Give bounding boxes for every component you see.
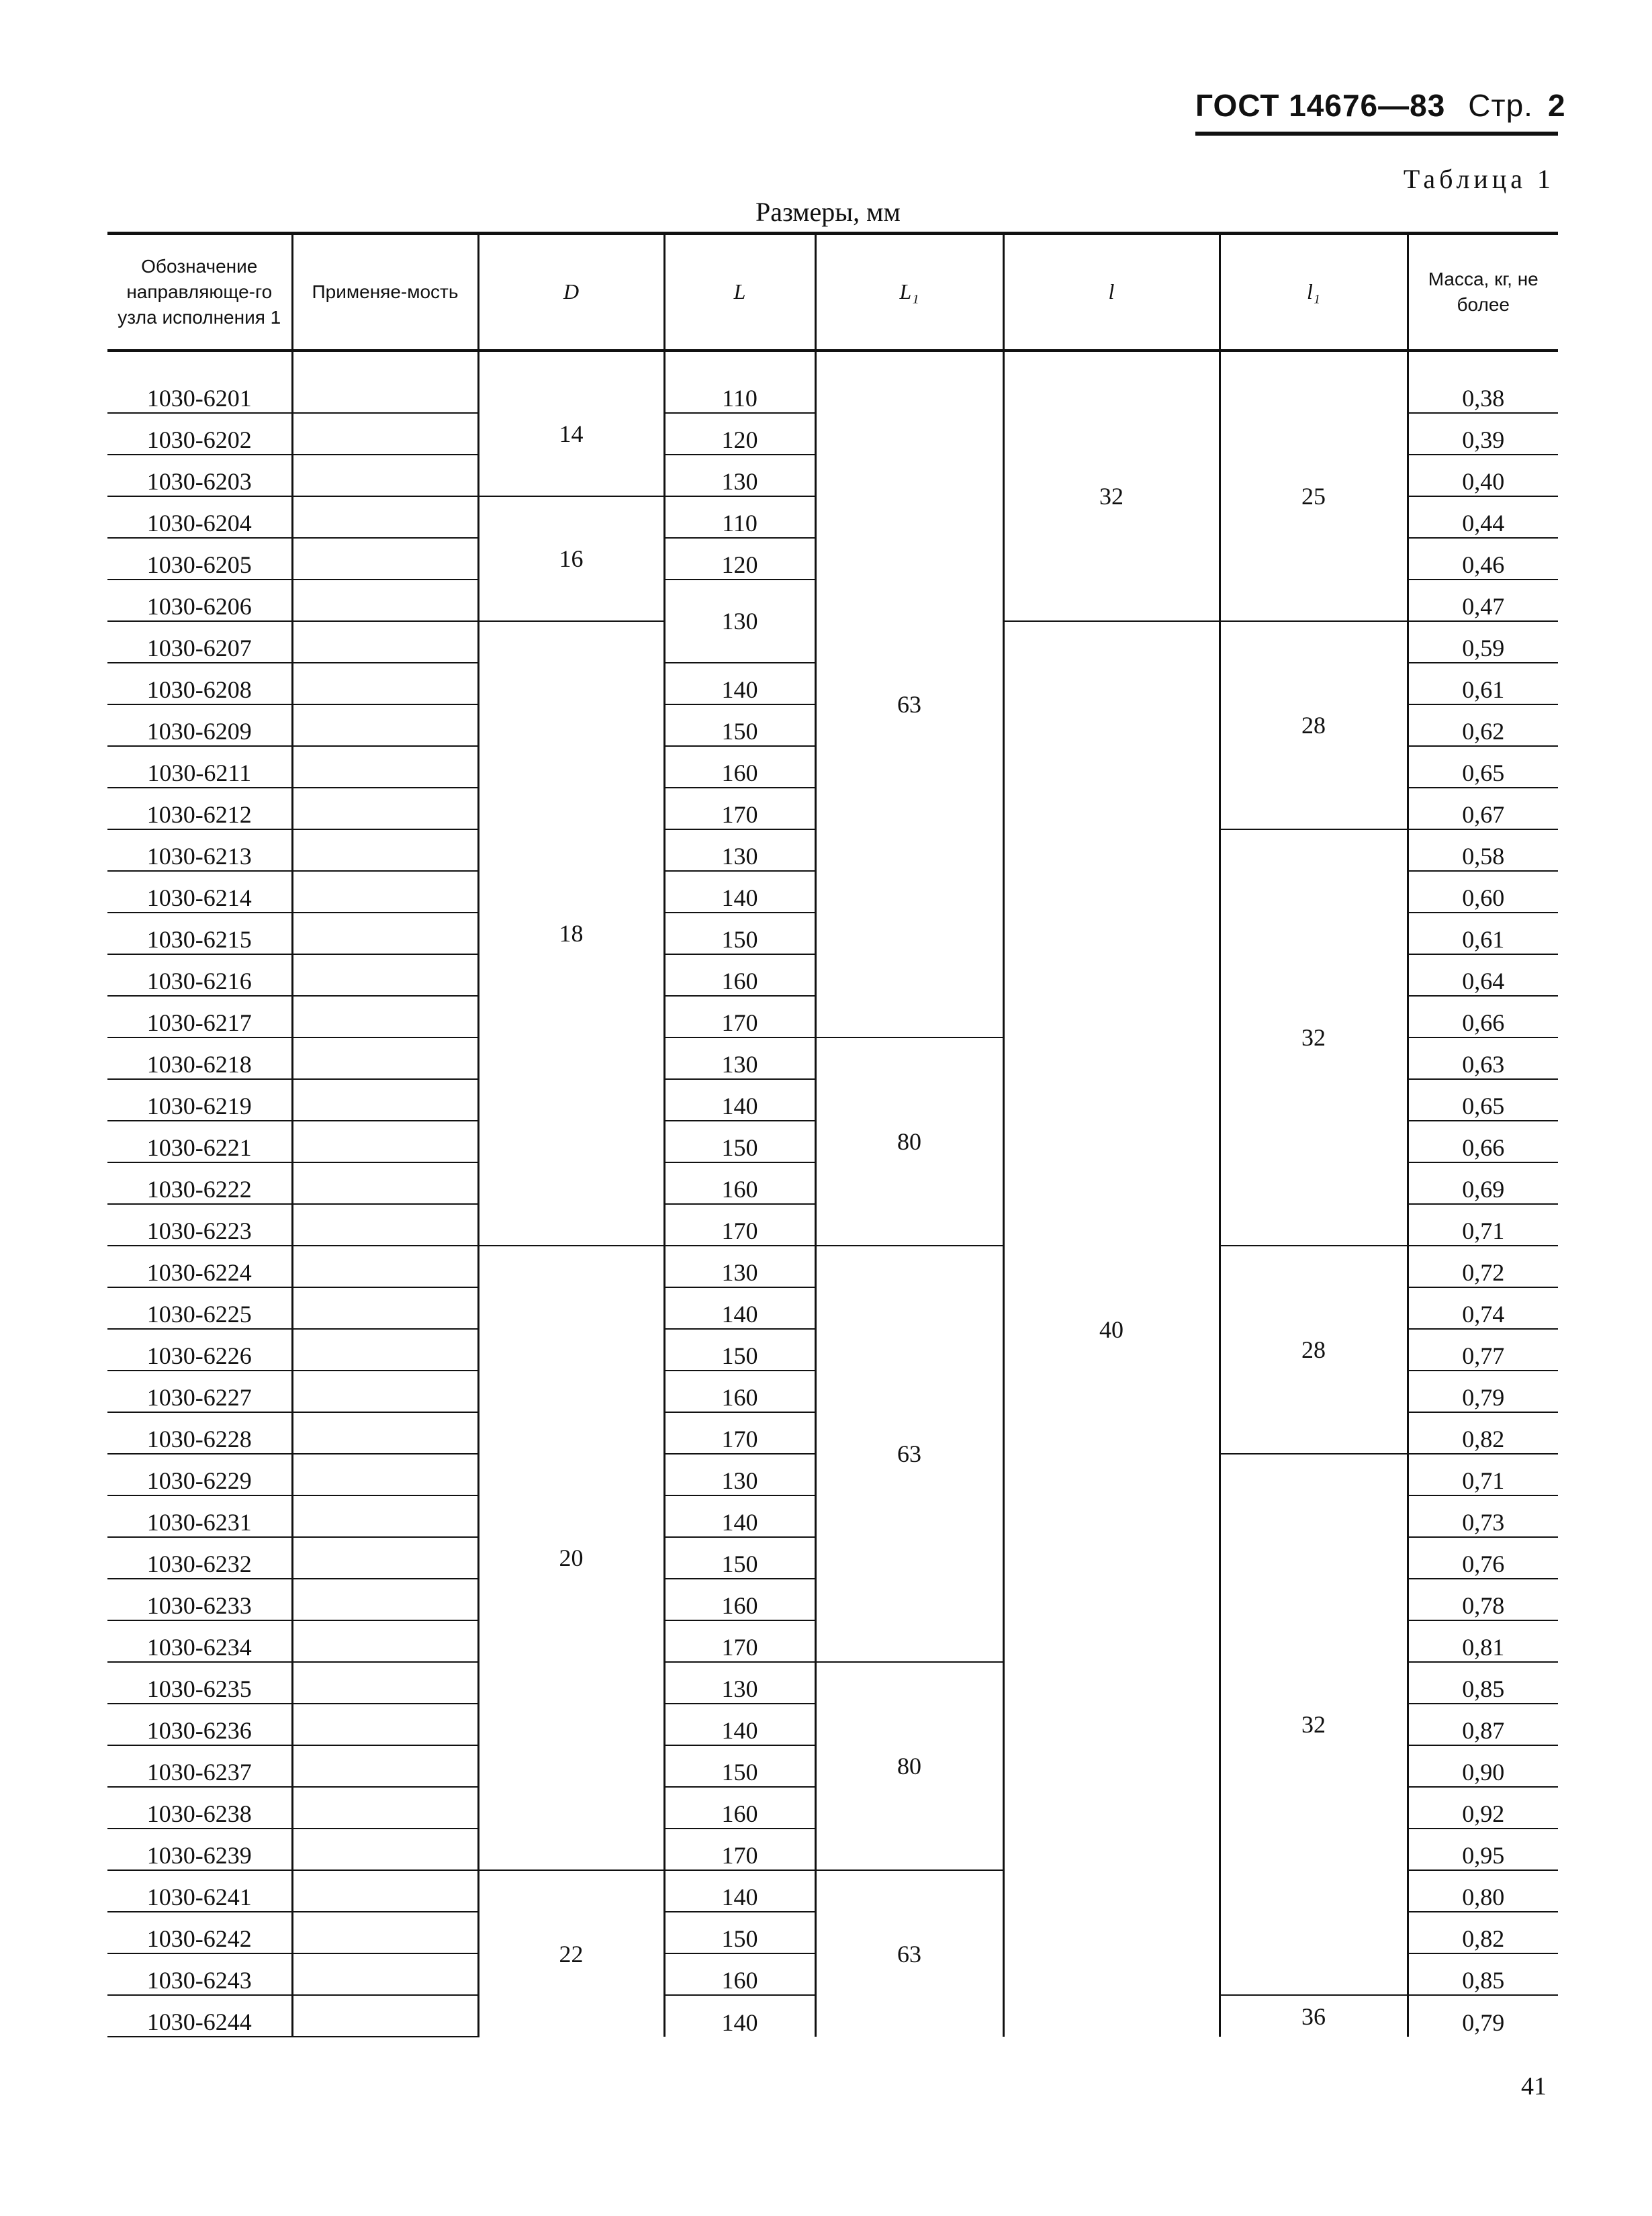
designation-cell: 1030-6238	[107, 1787, 292, 1829]
mass-cell: 0,73	[1408, 1495, 1558, 1537]
mass-cell: 0,71	[1408, 1454, 1558, 1495]
mass-cell: 0,66	[1408, 996, 1558, 1037]
designation-cell: 1030-6239	[107, 1829, 292, 1870]
applicability-cell	[292, 621, 478, 663]
applicability-cell	[292, 413, 478, 455]
designation-cell: 1030-6222	[107, 1162, 292, 1204]
designation-cell: 1030-6228	[107, 1412, 292, 1454]
l1-cell: 32	[1220, 829, 1408, 1246]
page-number: 41	[1521, 2072, 1547, 2100]
L-cell: 170	[664, 1204, 815, 1246]
applicability-cell	[292, 1162, 478, 1204]
mass-cell: 0,82	[1408, 1412, 1558, 1454]
applicability-cell	[292, 351, 478, 413]
designation-cell: 1030-6218	[107, 1037, 292, 1079]
mass-cell: 0,69	[1408, 1162, 1558, 1204]
L1-cell: 63	[815, 1870, 1003, 2037]
designation-cell: 1030-6231	[107, 1495, 292, 1537]
mass-cell: 0,65	[1408, 746, 1558, 788]
mass-cell: 0,38	[1408, 351, 1558, 413]
mass-cell: 0,81	[1408, 1620, 1558, 1662]
col-header-applicability: Применяе-мость	[292, 234, 478, 351]
L1-cell: 80	[815, 1662, 1003, 1870]
L-cell: 160	[664, 954, 815, 996]
document-header	[1195, 87, 1566, 136]
designation-cell: 1030-6215	[107, 913, 292, 954]
l1-cell: 28	[1220, 1246, 1408, 1454]
L-cell: 160	[664, 1371, 815, 1412]
L-cell: 150	[664, 704, 815, 746]
L-cell: 130	[664, 580, 815, 663]
mass-cell: 0,78	[1408, 1579, 1558, 1620]
table-label: Таблица 1	[1403, 164, 1555, 194]
D-cell: 18	[478, 621, 664, 1246]
designation-cell: 1030-6213	[107, 829, 292, 871]
mass-cell: 0,87	[1408, 1704, 1558, 1745]
L-cell: 160	[664, 1953, 815, 1995]
mass-cell: 0,62	[1408, 704, 1558, 746]
L-cell: 170	[664, 996, 815, 1037]
L-cell: 110	[664, 496, 815, 538]
col-header-mass: Масса, кг, не более	[1408, 234, 1558, 351]
applicability-cell	[292, 1620, 478, 1662]
table-body	[107, 351, 1558, 2037]
applicability-cell	[292, 871, 478, 913]
applicability-cell	[292, 1037, 478, 1079]
applicability-cell	[292, 1662, 478, 1704]
l-cell: 40	[1003, 621, 1220, 2037]
applicability-cell	[292, 1121, 478, 1162]
mass-cell: 0,40	[1408, 455, 1558, 496]
applicability-cell	[292, 580, 478, 621]
designation-cell: 1030-6234	[107, 1620, 292, 1662]
L-cell: 140	[664, 663, 815, 704]
mass-cell: 0,66	[1408, 1121, 1558, 1162]
l1-cell: 28	[1220, 621, 1408, 829]
mass-cell: 0,64	[1408, 954, 1558, 996]
mass-cell: 0,67	[1408, 788, 1558, 829]
l-cell: 32	[1003, 351, 1220, 621]
applicability-cell	[292, 1704, 478, 1745]
designation-cell: 1030-6244	[107, 1995, 292, 2037]
mass-cell: 0,46	[1408, 538, 1558, 580]
designation-cell: 1030-6214	[107, 871, 292, 913]
designation-cell: 1030-6225	[107, 1287, 292, 1329]
applicability-cell	[292, 746, 478, 788]
mass-cell: 0,44	[1408, 496, 1558, 538]
designation-cell: 1030-6203	[107, 455, 292, 496]
L-cell: 160	[664, 1787, 815, 1829]
applicability-cell	[292, 704, 478, 746]
L-cell: 130	[664, 1662, 815, 1704]
designation-cell: 1030-6229	[107, 1454, 292, 1495]
L-cell: 130	[664, 1246, 815, 1287]
designation-cell: 1030-6212	[107, 788, 292, 829]
mass-cell: 0,85	[1408, 1953, 1558, 1995]
L-cell: 150	[664, 1329, 815, 1371]
L-cell: 140	[664, 1870, 815, 1912]
applicability-cell	[292, 1912, 478, 1953]
applicability-cell	[292, 496, 478, 538]
L-cell: 110	[664, 351, 815, 413]
designation-cell: 1030-6211	[107, 746, 292, 788]
mass-cell: 0,79	[1408, 1371, 1558, 1412]
D-cell: 22	[478, 1870, 664, 2037]
applicability-cell	[292, 829, 478, 871]
L-cell: 140	[664, 871, 815, 913]
L-cell: 120	[664, 413, 815, 455]
L-cell: 150	[664, 913, 815, 954]
applicability-cell	[292, 788, 478, 829]
designation-cell: 1030-6223	[107, 1204, 292, 1246]
applicability-cell	[292, 1953, 478, 1995]
designation-cell: 1030-6237	[107, 1745, 292, 1787]
mass-cell: 0,77	[1408, 1329, 1558, 1371]
l1-cell: 25	[1220, 351, 1408, 621]
D-cell: 20	[478, 1246, 664, 1870]
applicability-cell	[292, 1371, 478, 1412]
mass-cell: 0,59	[1408, 621, 1558, 663]
designation-cell: 1030-6208	[107, 663, 292, 704]
designation-cell: 1030-6233	[107, 1579, 292, 1620]
designation-cell: 1030-6217	[107, 996, 292, 1037]
L-cell: 140	[664, 1079, 815, 1121]
mass-cell: 0,47	[1408, 580, 1558, 621]
applicability-cell	[292, 996, 478, 1037]
mass-cell: 0,74	[1408, 1287, 1558, 1329]
mass-cell: 0,85	[1408, 1662, 1558, 1704]
applicability-cell	[292, 1246, 478, 1287]
L-cell: 160	[664, 746, 815, 788]
mass-cell: 0,61	[1408, 913, 1558, 954]
mass-cell: 0,60	[1408, 871, 1558, 913]
L-cell: 170	[664, 1829, 815, 1870]
applicability-cell	[292, 913, 478, 954]
designation-cell: 1030-6232	[107, 1537, 292, 1579]
L1-cell: 80	[815, 1037, 1003, 1246]
applicability-cell	[292, 1454, 478, 1495]
mass-cell: 0,92	[1408, 1787, 1558, 1829]
applicability-cell	[292, 1412, 478, 1454]
mass-cell: 0,65	[1408, 1079, 1558, 1121]
L-cell: 160	[664, 1579, 815, 1620]
L-cell: 160	[664, 1162, 815, 1204]
L-cell: 130	[664, 1037, 815, 1079]
designation-cell: 1030-6205	[107, 538, 292, 580]
L-cell: 140	[664, 1287, 815, 1329]
L-cell: 130	[664, 829, 815, 871]
designation-cell: 1030-6224	[107, 1246, 292, 1287]
mass-cell: 0,72	[1408, 1246, 1558, 1287]
applicability-cell	[292, 1287, 478, 1329]
designation-cell: 1030-6206	[107, 580, 292, 621]
standard-code: ГОСТ 14676—83	[1195, 88, 1446, 123]
mass-cell: 0,39	[1408, 413, 1558, 455]
col-header-designation: Обозначение направляюще-го узла исполнения 1	[107, 234, 292, 351]
L-cell: 140	[664, 1704, 815, 1745]
col-header-l: l	[1003, 234, 1220, 351]
designation-cell: 1030-6216	[107, 954, 292, 996]
L-cell: 170	[664, 1412, 815, 1454]
applicability-cell	[292, 1995, 478, 2037]
header-page-number: 2	[1547, 88, 1566, 123]
L-cell: 170	[664, 1620, 815, 1662]
applicability-cell	[292, 663, 478, 704]
applicability-cell	[292, 1537, 478, 1579]
specification-table	[107, 232, 1558, 2037]
designation-cell: 1030-6221	[107, 1121, 292, 1162]
applicability-cell	[292, 455, 478, 496]
L-cell: 170	[664, 788, 815, 829]
applicability-cell	[292, 1870, 478, 1912]
mass-cell: 0,79	[1408, 1995, 1558, 2037]
l1-cell: 36	[1220, 1995, 1408, 2037]
designation-cell: 1030-6226	[107, 1329, 292, 1371]
designation-cell: 1030-6201	[107, 351, 292, 413]
L-cell: 150	[664, 1912, 815, 1953]
col-header-L: L	[664, 234, 815, 351]
L-cell: 140	[664, 1995, 815, 2037]
D-cell: 14	[478, 351, 664, 496]
L-cell: 130	[664, 1454, 815, 1495]
designation-cell: 1030-6242	[107, 1912, 292, 1953]
applicability-cell	[292, 1787, 478, 1829]
L-cell: 150	[664, 1121, 815, 1162]
applicability-cell	[292, 1829, 478, 1870]
designation-cell: 1030-6227	[107, 1371, 292, 1412]
applicability-cell	[292, 954, 478, 996]
D-cell: 16	[478, 496, 664, 621]
designation-cell: 1030-6219	[107, 1079, 292, 1121]
designation-cell: 1030-6209	[107, 704, 292, 746]
applicability-cell	[292, 1329, 478, 1371]
designation-cell: 1030-6235	[107, 1662, 292, 1704]
mass-cell: 0,61	[1408, 663, 1558, 704]
mass-cell: 0,80	[1408, 1870, 1558, 1912]
table-header-row	[107, 234, 1558, 351]
applicability-cell	[292, 538, 478, 580]
applicability-cell	[292, 1579, 478, 1620]
col-header-l1: l₁	[1220, 234, 1408, 351]
applicability-cell	[292, 1079, 478, 1121]
L1-cell: 63	[815, 351, 1003, 1037]
L-cell: 140	[664, 1495, 815, 1537]
mass-cell: 0,58	[1408, 829, 1558, 871]
designation-cell: 1030-6204	[107, 496, 292, 538]
L1-cell: 63	[815, 1246, 1003, 1662]
L-cell: 130	[664, 455, 815, 496]
mass-cell: 0,82	[1408, 1912, 1558, 1953]
designation-cell: 1030-6207	[107, 621, 292, 663]
designation-cell: 1030-6202	[107, 413, 292, 455]
col-header-L1: L₁	[815, 234, 1003, 351]
L-cell: 150	[664, 1537, 815, 1579]
mass-cell: 0,63	[1408, 1037, 1558, 1079]
designation-cell: 1030-6236	[107, 1704, 292, 1745]
mass-cell: 0,71	[1408, 1204, 1558, 1246]
applicability-cell	[292, 1204, 478, 1246]
table-row	[107, 1246, 1558, 1287]
designation-cell: 1030-6241	[107, 1870, 292, 1912]
applicability-cell	[292, 1745, 478, 1787]
mass-cell: 0,76	[1408, 1537, 1558, 1579]
designation-cell: 1030-6243	[107, 1953, 292, 1995]
l1-cell: 32	[1220, 1454, 1408, 1995]
mass-cell: 0,90	[1408, 1745, 1558, 1787]
table-row	[107, 351, 1558, 413]
col-header-D: D	[478, 234, 664, 351]
page-label: Стр.	[1468, 88, 1533, 123]
L-cell: 120	[664, 538, 815, 580]
units-caption: Размеры, мм	[755, 197, 901, 227]
L-cell: 150	[664, 1745, 815, 1787]
applicability-cell	[292, 1495, 478, 1537]
mass-cell: 0,95	[1408, 1829, 1558, 1870]
